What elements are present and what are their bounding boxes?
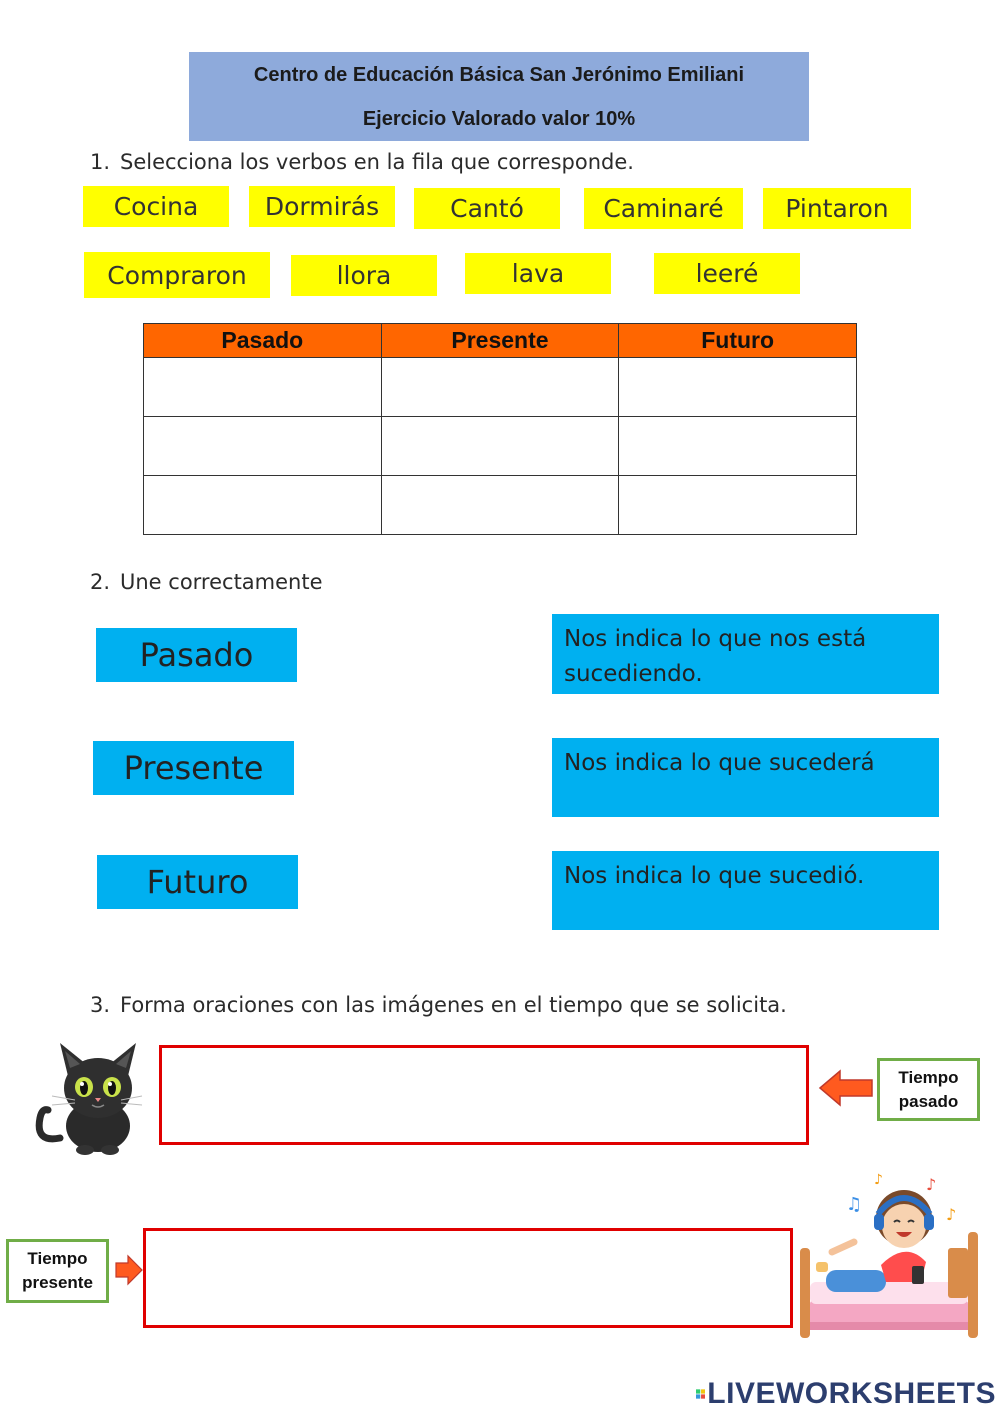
girl-listening-music-illustration: [796, 1170, 982, 1345]
svg-text:♫: ♫: [846, 1194, 863, 1215]
verb-chip[interactable]: Dormirás: [249, 186, 395, 227]
column-header-presente: Presente: [381, 324, 619, 358]
school-name: Centro de Educación Básica San Jerónimo Emiliani: [253, 64, 745, 86]
svg-text:♪: ♪: [946, 1205, 957, 1224]
drop-cell[interactable]: [381, 358, 619, 417]
svg-text:♪: ♪: [926, 1175, 937, 1194]
label-tiempo-pasado: Tiempo pasado: [877, 1058, 980, 1121]
verb-chip[interactable]: Cocina: [83, 186, 229, 227]
match-definition[interactable]: Nos indica lo que nos está sucediendo.: [552, 614, 939, 694]
table-row: [144, 417, 857, 476]
drop-cell[interactable]: [619, 476, 857, 535]
question-number: 1.: [90, 150, 111, 174]
arrow-left-icon: [818, 1068, 874, 1108]
verb-classification-table: [143, 323, 857, 535]
column-header-pasado: Pasado: [144, 324, 382, 358]
verb-chip[interactable]: llora: [291, 255, 437, 296]
drop-cell[interactable]: [144, 358, 382, 417]
verb-chip[interactable]: Cantó: [414, 188, 560, 229]
match-tense-futuro[interactable]: Futuro: [97, 855, 298, 909]
question-number: 2.: [90, 570, 111, 594]
arrow-right-icon: [114, 1254, 144, 1286]
match-tense-pasado[interactable]: Pasado: [96, 628, 297, 682]
verb-chip[interactable]: leeré: [654, 253, 800, 294]
match-tense-presente[interactable]: Presente: [93, 741, 294, 795]
verb-chip[interactable]: Caminaré: [584, 188, 743, 229]
question-text: Une correctamente: [120, 570, 323, 594]
question-1: [90, 150, 634, 174]
black-cat-illustration: [30, 1038, 145, 1156]
drop-cell[interactable]: [144, 476, 382, 535]
verb-chip[interactable]: Compraron: [84, 252, 270, 298]
drop-cell[interactable]: [619, 417, 857, 476]
label-tiempo-presente: Tiempo presente: [6, 1239, 109, 1303]
question-number: 3.: [90, 993, 111, 1017]
sentence-answer-present[interactable]: [143, 1228, 793, 1328]
exercise-title: Ejercicio Valorado valor 10%: [362, 108, 636, 130]
drop-cell[interactable]: [381, 417, 619, 476]
drop-cell[interactable]: [381, 476, 619, 535]
drop-cell[interactable]: [144, 417, 382, 476]
header-banner: [189, 52, 809, 141]
match-definition[interactable]: Nos indica lo que sucederá: [552, 738, 939, 817]
liveworksheets-logo-icon: [696, 1382, 705, 1406]
liveworksheets-logo: [696, 1378, 996, 1410]
table-header-row: [144, 324, 857, 358]
drop-cell[interactable]: [619, 358, 857, 417]
question-3: [90, 993, 787, 1017]
sentence-answer-past[interactable]: [159, 1045, 809, 1145]
question-2: [90, 570, 323, 594]
table-row: [144, 358, 857, 417]
liveworksheets-logo-text: LIVEWORKSHEETS: [707, 1377, 996, 1410]
svg-text:♪: ♪: [874, 1172, 883, 1188]
match-definition[interactable]: Nos indica lo que sucedió.: [552, 851, 939, 930]
column-header-futuro: Futuro: [619, 324, 857, 358]
question-text: Selecciona los verbos en la fila que corresponde.: [120, 150, 634, 174]
verb-chip[interactable]: Pintaron: [763, 188, 911, 229]
question-text: Forma oraciones con las imágenes en el tiempo que se solicita.: [120, 993, 787, 1017]
table-row: [144, 476, 857, 535]
verb-chip[interactable]: lava: [465, 253, 611, 294]
